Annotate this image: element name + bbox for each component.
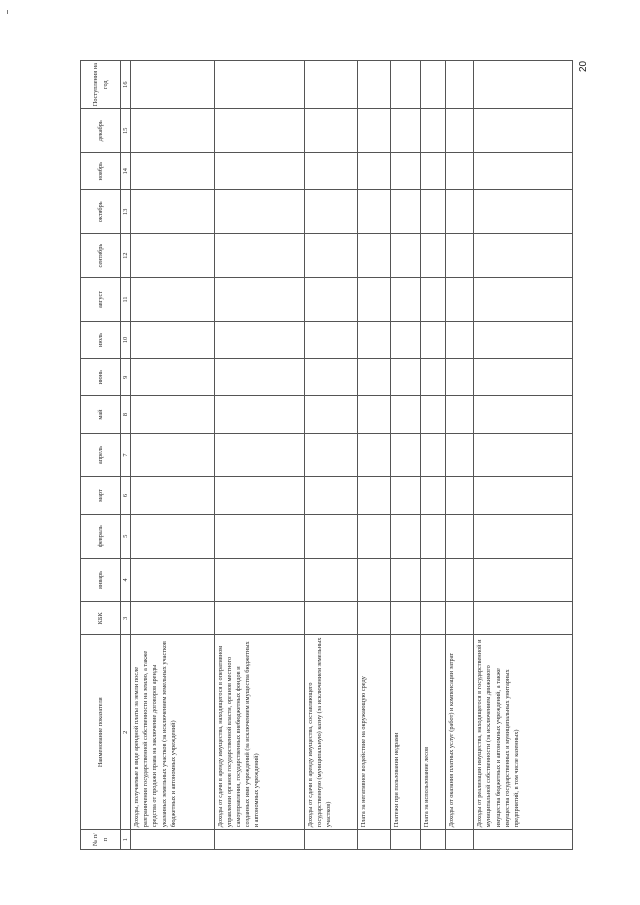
value-cell [474,234,573,278]
value-cell [304,396,358,433]
value-cell [304,558,358,602]
table-row [390,61,420,850]
value-cell [304,602,358,635]
row-number-cell [304,830,358,850]
header-month-jan: январь [81,558,121,602]
value-cell [390,558,420,602]
header-month-apr: апрель [81,433,121,477]
value-cell [390,109,420,153]
header-month-jul: июль [81,321,121,358]
header-month-mar: март [81,477,121,514]
table-row [214,61,304,850]
value-cell [474,602,573,635]
value-cell [420,153,446,190]
value-cell [358,190,390,234]
value-cell [446,61,474,109]
value-cell [131,153,215,190]
value-cell [214,514,304,558]
value-cell [474,190,573,234]
value-cell [474,321,573,358]
value-cell [446,321,474,358]
value-cell [420,396,446,433]
value-cell [358,153,390,190]
value-cell [131,61,215,109]
column-number: 4 [121,558,131,602]
value-cell [358,602,390,635]
indicator-name-cell: Доходы от оказания платных услуг (работ) и компенсации затрат [446,635,474,830]
table-row [446,61,474,850]
column-number: 12 [121,234,131,278]
rotated-table-container [80,60,573,850]
value-cell [420,602,446,635]
value-cell [446,477,474,514]
table-row [358,61,390,850]
value-cell [390,153,420,190]
value-cell [214,558,304,602]
value-cell [474,396,573,433]
value-cell [474,278,573,322]
value-cell [358,109,390,153]
value-cell [304,153,358,190]
table-row [304,61,358,850]
header-month-aug: август [81,278,121,322]
value-cell [420,234,446,278]
value-cell [474,61,573,109]
indicator-name-cell: Доходы от сдачи в аренду имущества, составляющего государственную (муниципальную) казну (за исключением земельных участков) [304,635,358,830]
value-cell [474,433,573,477]
value-cell [474,558,573,602]
value-cell [214,602,304,635]
page-number: 20 [578,60,589,72]
value-cell [214,153,304,190]
column-number: 8 [121,396,131,433]
value-cell [214,359,304,396]
scan-mark [7,10,8,14]
value-cell [304,190,358,234]
value-cell [131,109,215,153]
value-cell [420,477,446,514]
value-cell [420,321,446,358]
header-month-nov: ноябрь [81,153,121,190]
value-cell [390,433,420,477]
value-cell [358,477,390,514]
value-cell [358,396,390,433]
value-cell [390,602,420,635]
value-cell [390,234,420,278]
column-number: 16 [121,61,131,109]
column-number: 5 [121,514,131,558]
header-month-oct: октябрь [81,190,121,234]
value-cell [304,234,358,278]
value-cell [446,396,474,433]
row-number-cell [390,830,420,850]
table-row [420,61,446,850]
row-number-cell [358,830,390,850]
row-number-cell [474,830,573,850]
value-cell [304,109,358,153]
column-number: 3 [121,602,131,635]
value-cell [304,359,358,396]
value-cell [420,190,446,234]
value-cell [446,359,474,396]
value-cell [474,359,573,396]
value-cell [446,433,474,477]
value-cell [420,278,446,322]
indicator-name-cell: Доходы от сдачи в аренду имущества, находящегося в оперативном управлении органов государственной власти, органов местного самоуправления, государственных внебюджетных фондов и созданных ими учреждений (за исключением имущества бюджетных и автономных учреждений) [214,635,304,830]
column-number: 2 [121,635,131,830]
column-number: 13 [121,190,131,234]
value-cell [358,278,390,322]
value-cell [474,109,573,153]
value-cell [420,433,446,477]
header-month-jun: июнь [81,359,121,396]
value-cell [131,190,215,234]
value-cell [214,278,304,322]
value-cell [131,558,215,602]
table-row [474,61,573,850]
value-cell [304,321,358,358]
value-cell [446,278,474,322]
value-cell [420,109,446,153]
header-row [81,61,121,850]
column-number: 15 [121,109,131,153]
column-number-row [121,61,131,850]
value-cell [131,278,215,322]
indicator-name-cell: Платежи при пользовании недрами [390,635,420,830]
header-total: Поступления на год [81,61,121,109]
column-number: 11 [121,278,131,322]
value-cell [214,109,304,153]
column-number: 1 [121,830,131,850]
value-cell [358,514,390,558]
value-cell [390,514,420,558]
value-cell [358,61,390,109]
value-cell [304,278,358,322]
value-cell [446,190,474,234]
value-cell [446,514,474,558]
value-cell [214,433,304,477]
value-cell [390,321,420,358]
value-cell [474,477,573,514]
header-name: Наименование показателя [81,635,121,830]
value-cell [390,61,420,109]
value-cell [446,602,474,635]
value-cell [131,359,215,396]
table-row [131,61,215,850]
table-body [131,61,573,850]
indicator-name-cell: Доходы, получаемые в виде арендной платы за земли после разграничения государственной собственности на землю, а также средства от продажи права на заключение договоров аренды указанных земельных участков (за исключением земельных участков бюджетных и автономных учреждений) [131,635,215,830]
value-cell [214,321,304,358]
value-cell [304,433,358,477]
column-number: 14 [121,153,131,190]
value-cell [358,321,390,358]
row-number-cell [214,830,304,850]
value-cell [304,514,358,558]
value-cell [131,234,215,278]
header-kbk: КБК [81,602,121,635]
value-cell [390,396,420,433]
column-number: 10 [121,321,131,358]
value-cell [131,602,215,635]
value-cell [131,514,215,558]
value-cell [131,321,215,358]
header-no: № п/п [81,830,121,850]
value-cell [358,433,390,477]
row-number-cell [420,830,446,850]
value-cell [390,359,420,396]
header-month-dec: декабрь [81,109,121,153]
column-number: 9 [121,359,131,396]
value-cell [420,514,446,558]
indicator-name-cell: Плата за негативное воздействие на окружающую среду [358,635,390,830]
value-cell [131,396,215,433]
value-cell [214,396,304,433]
value-cell [214,190,304,234]
value-cell [446,109,474,153]
value-cell [358,359,390,396]
indicator-name-cell: Плата за использование лесов [420,635,446,830]
value-cell [131,477,215,514]
value-cell [420,359,446,396]
value-cell [474,153,573,190]
value-cell [446,234,474,278]
value-cell [390,190,420,234]
value-cell [446,558,474,602]
header-month-sep: сентябрь [81,234,121,278]
value-cell [446,153,474,190]
column-number: 7 [121,433,131,477]
header-month-may: май [81,396,121,433]
revenue-table [80,60,573,850]
value-cell [131,433,215,477]
row-number-cell [446,830,474,850]
row-number-cell [131,830,215,850]
value-cell [420,61,446,109]
value-cell [214,234,304,278]
header-month-feb: февраль [81,514,121,558]
indicator-name-cell: Доходы от реализации имущества, находящегося в государственной и муниципальной собственности (за исключением движимого имущества бюджетных и автономных учреждений, а также имущества государственных и муниципальных унитарных предприятий, в том числе казенных) [474,635,573,830]
value-cell [214,61,304,109]
value-cell [214,477,304,514]
value-cell [390,278,420,322]
column-number: 6 [121,477,131,514]
value-cell [304,477,358,514]
value-cell [304,61,358,109]
value-cell [420,558,446,602]
value-cell [474,514,573,558]
value-cell [390,477,420,514]
value-cell [358,558,390,602]
value-cell [358,234,390,278]
